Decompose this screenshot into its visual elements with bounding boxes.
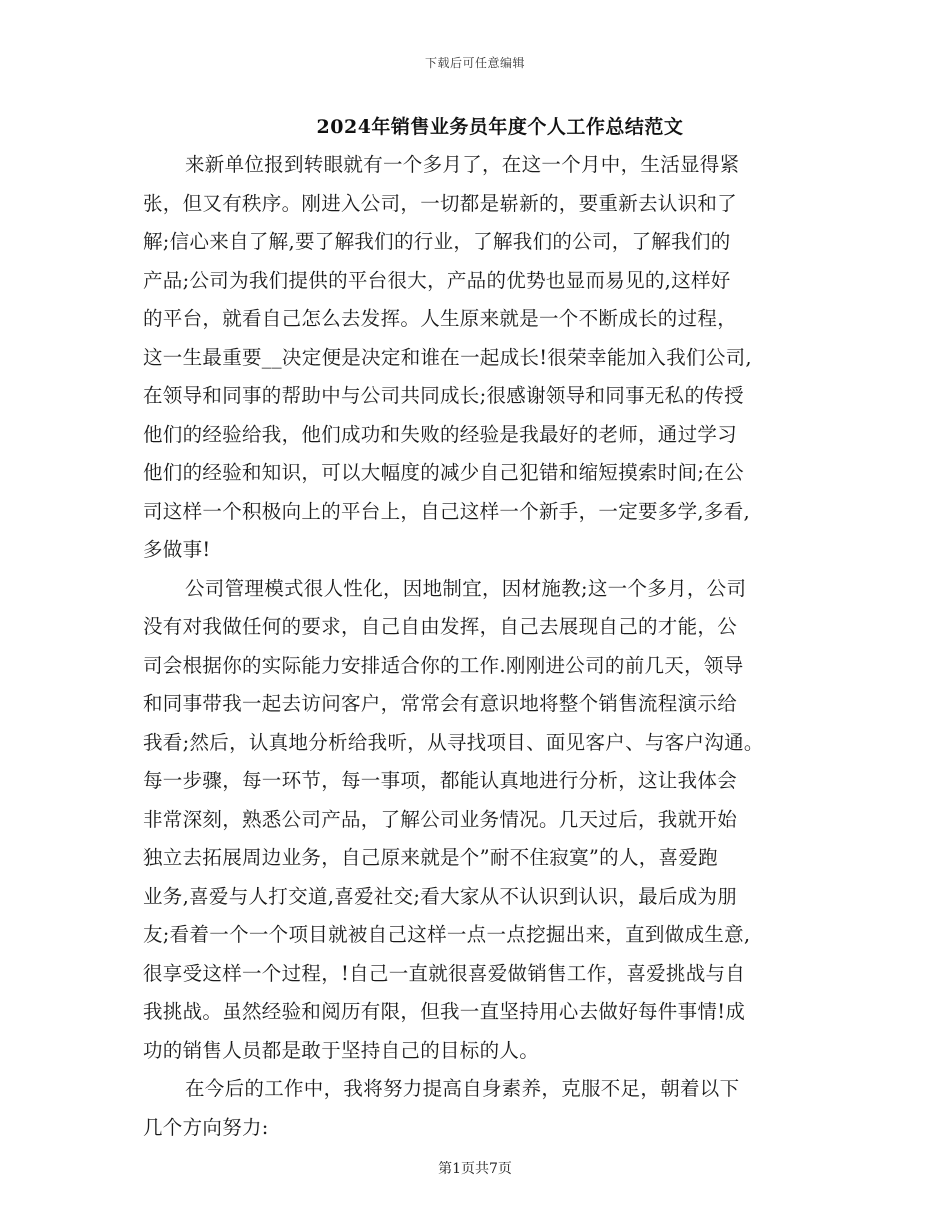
text-line: 在领导和同事的帮助中与公司共同成长;很感谢领导和同事无私的传授 xyxy=(143,384,744,407)
text-line: 友;看着一个一个项目就被自己这样一点一点挖掘出来，直到做成生意, xyxy=(143,923,751,946)
text-line: 司这样一个积极向上的平台上，自己这样一个新手，一定要多学,多看, xyxy=(143,499,750,523)
text-line: 来新单位报到转眼就有一个多月了，在这一个月中，生活显得紧 xyxy=(185,153,740,176)
document-title: 2024年销售业务员年度个人工作总结范文 xyxy=(316,116,684,138)
text-line: 解;信心来自了解,要了解我们的行业，了解我们的公司，了解我们的 xyxy=(143,230,731,253)
header-note: 下载后可任意编辑 xyxy=(424,56,525,70)
text-line: 业务,喜爱与人打交道,喜爱社交;看大家从不认识到认识，最后成为朋 xyxy=(143,884,738,908)
text-line: 公司管理模式很人性化，因地制宜，因材施教;这一个多月，公司 xyxy=(185,576,747,600)
text-line: 几个方向努力: xyxy=(143,1115,269,1139)
text-line: 的平台，就看自己怎么去发挥。人生原来就是一个不断成长的过程， xyxy=(143,307,738,330)
text-line: 和同事带我一起去访问客户，常常会有意识地将整个销售流程演示给 xyxy=(143,692,738,715)
text-line: 他们的经验和知识，可以大幅度的减少自己犯错和缩短摸索时间;在公 xyxy=(143,461,744,484)
text-line: 张，但又有秩序。刚进入公司，一切都是崭新的，要重新去认识和了 xyxy=(143,191,738,215)
paragraph-3 xyxy=(143,1070,807,1147)
text-line: 非常深刻，熟悉公司产品，了解公司业务情况。几天过后，我就开始 xyxy=(143,807,738,831)
text-line: 独立去拓展周边业务，自己原来就是个”耐不住寂寞”的人，喜爱跑 xyxy=(143,846,718,869)
text-line: 他们的经验给我，他们成功和失败的经验是我最好的老师，通过学习 xyxy=(143,422,738,446)
paragraph-1 xyxy=(143,146,807,570)
text-line: 我挑战。虽然经验和阅历有限，但我一直坚持用心去做好每件事情!成 xyxy=(143,1000,746,1023)
text-line: 每一步骤，每一环节，每一事项，都能认真地进行分析，这让我体会 xyxy=(143,769,738,792)
text-line: 我看;然后，认真地分析给我听，从寻找项目、面见客户、与客户沟通。 xyxy=(143,730,764,754)
text-line: 很享受这样一个过程，!自己一直就很喜爱做销售工作，喜爱挑战与自 xyxy=(143,961,746,985)
text-line: 产品;公司为我们提供的平台很大，产品的优势也显而易见的,这样好 xyxy=(143,268,731,292)
text-line: 在今后的工作中，我将努力提高自身素养，克服不足，朝着以下 xyxy=(185,1077,740,1100)
document-body xyxy=(143,146,807,1147)
text-line: 功的销售人员都是敢于坚持自己的目标的人。 xyxy=(143,1038,540,1062)
text-line: 这一生最重要__决定便是决定和谁在一起成长!很荣幸能加入我们公司, xyxy=(143,345,752,369)
text-line: 没有对我做任何的要求，自己自由发挥，自己去展现自己的才能，公 xyxy=(143,615,738,638)
text-line: 多做事! xyxy=(143,538,211,561)
text-line: 司会根据你的实际能力安排适合你的工作.刚刚进公司的前几天，领导 xyxy=(143,653,744,677)
page-number-footer: 第1页共7页 xyxy=(438,1161,512,1177)
paragraph-2 xyxy=(143,570,807,1071)
